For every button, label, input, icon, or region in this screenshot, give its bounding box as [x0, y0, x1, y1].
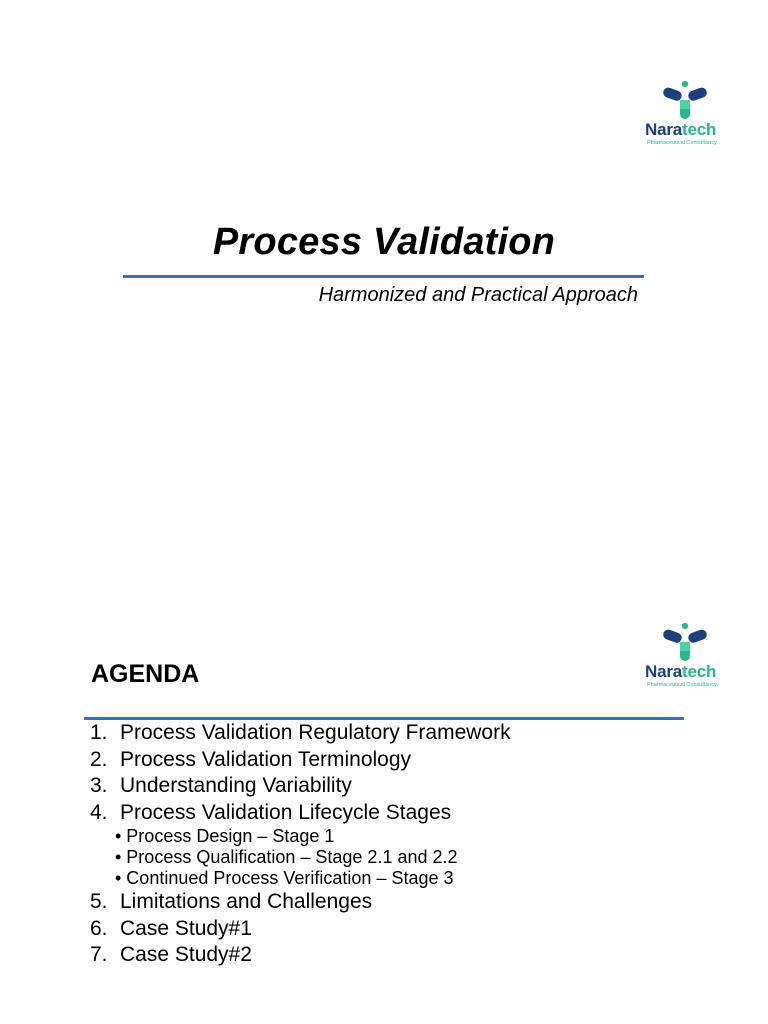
agenda-item: 1. Process Validation Regulatory Framework [90, 721, 511, 744]
agenda-item: 3. Understanding Variability [90, 774, 352, 797]
agenda-heading: AGENDA [91, 660, 200, 688]
presentation-title: Process Validation [212, 221, 556, 263]
presentation-subtitle: Harmonized and Practical Approach [318, 284, 638, 306]
logo-tagline: Pharmaceutical Consultancy [647, 682, 717, 688]
agenda-subitem: • Process Qualification – Stage 2.1 and 2.2 [115, 847, 458, 867]
naratech-logo [645, 80, 755, 160]
agenda-slide [0, 600, 768, 1024]
agenda-list [90, 720, 511, 969]
agenda-subitem: • Process Design – Stage 1 [115, 826, 335, 846]
logo-wordmark: Naratech [645, 662, 717, 681]
agenda-item: 6. Case Study#1 [90, 916, 252, 940]
logo-tagline: Pharmaceutical Consultancy [647, 140, 717, 146]
naratech-logo [645, 622, 755, 702]
agenda-item: 4. Process Validation Lifecycle Stages • Process Design – Stage 1 • Process Qualification – Stage 2.1 and 2.2 • Continued Process Verification – Stage 3 [90, 800, 511, 890]
logo-wordmark: Naratech [645, 120, 717, 139]
agenda-item: 7. Case Study#2 [90, 943, 252, 966]
agenda-item: 5. Limitations and Challenges [90, 890, 373, 913]
title-divider [123, 275, 644, 278]
agenda-subitem: • Continued Process Verification – Stage 3 [115, 868, 454, 888]
agenda-item: 2. Process Validation Terminology [90, 747, 412, 771]
capsule-logo-icon [660, 80, 710, 122]
capsule-logo-icon [660, 622, 710, 664]
agenda-sublist [90, 826, 511, 889]
